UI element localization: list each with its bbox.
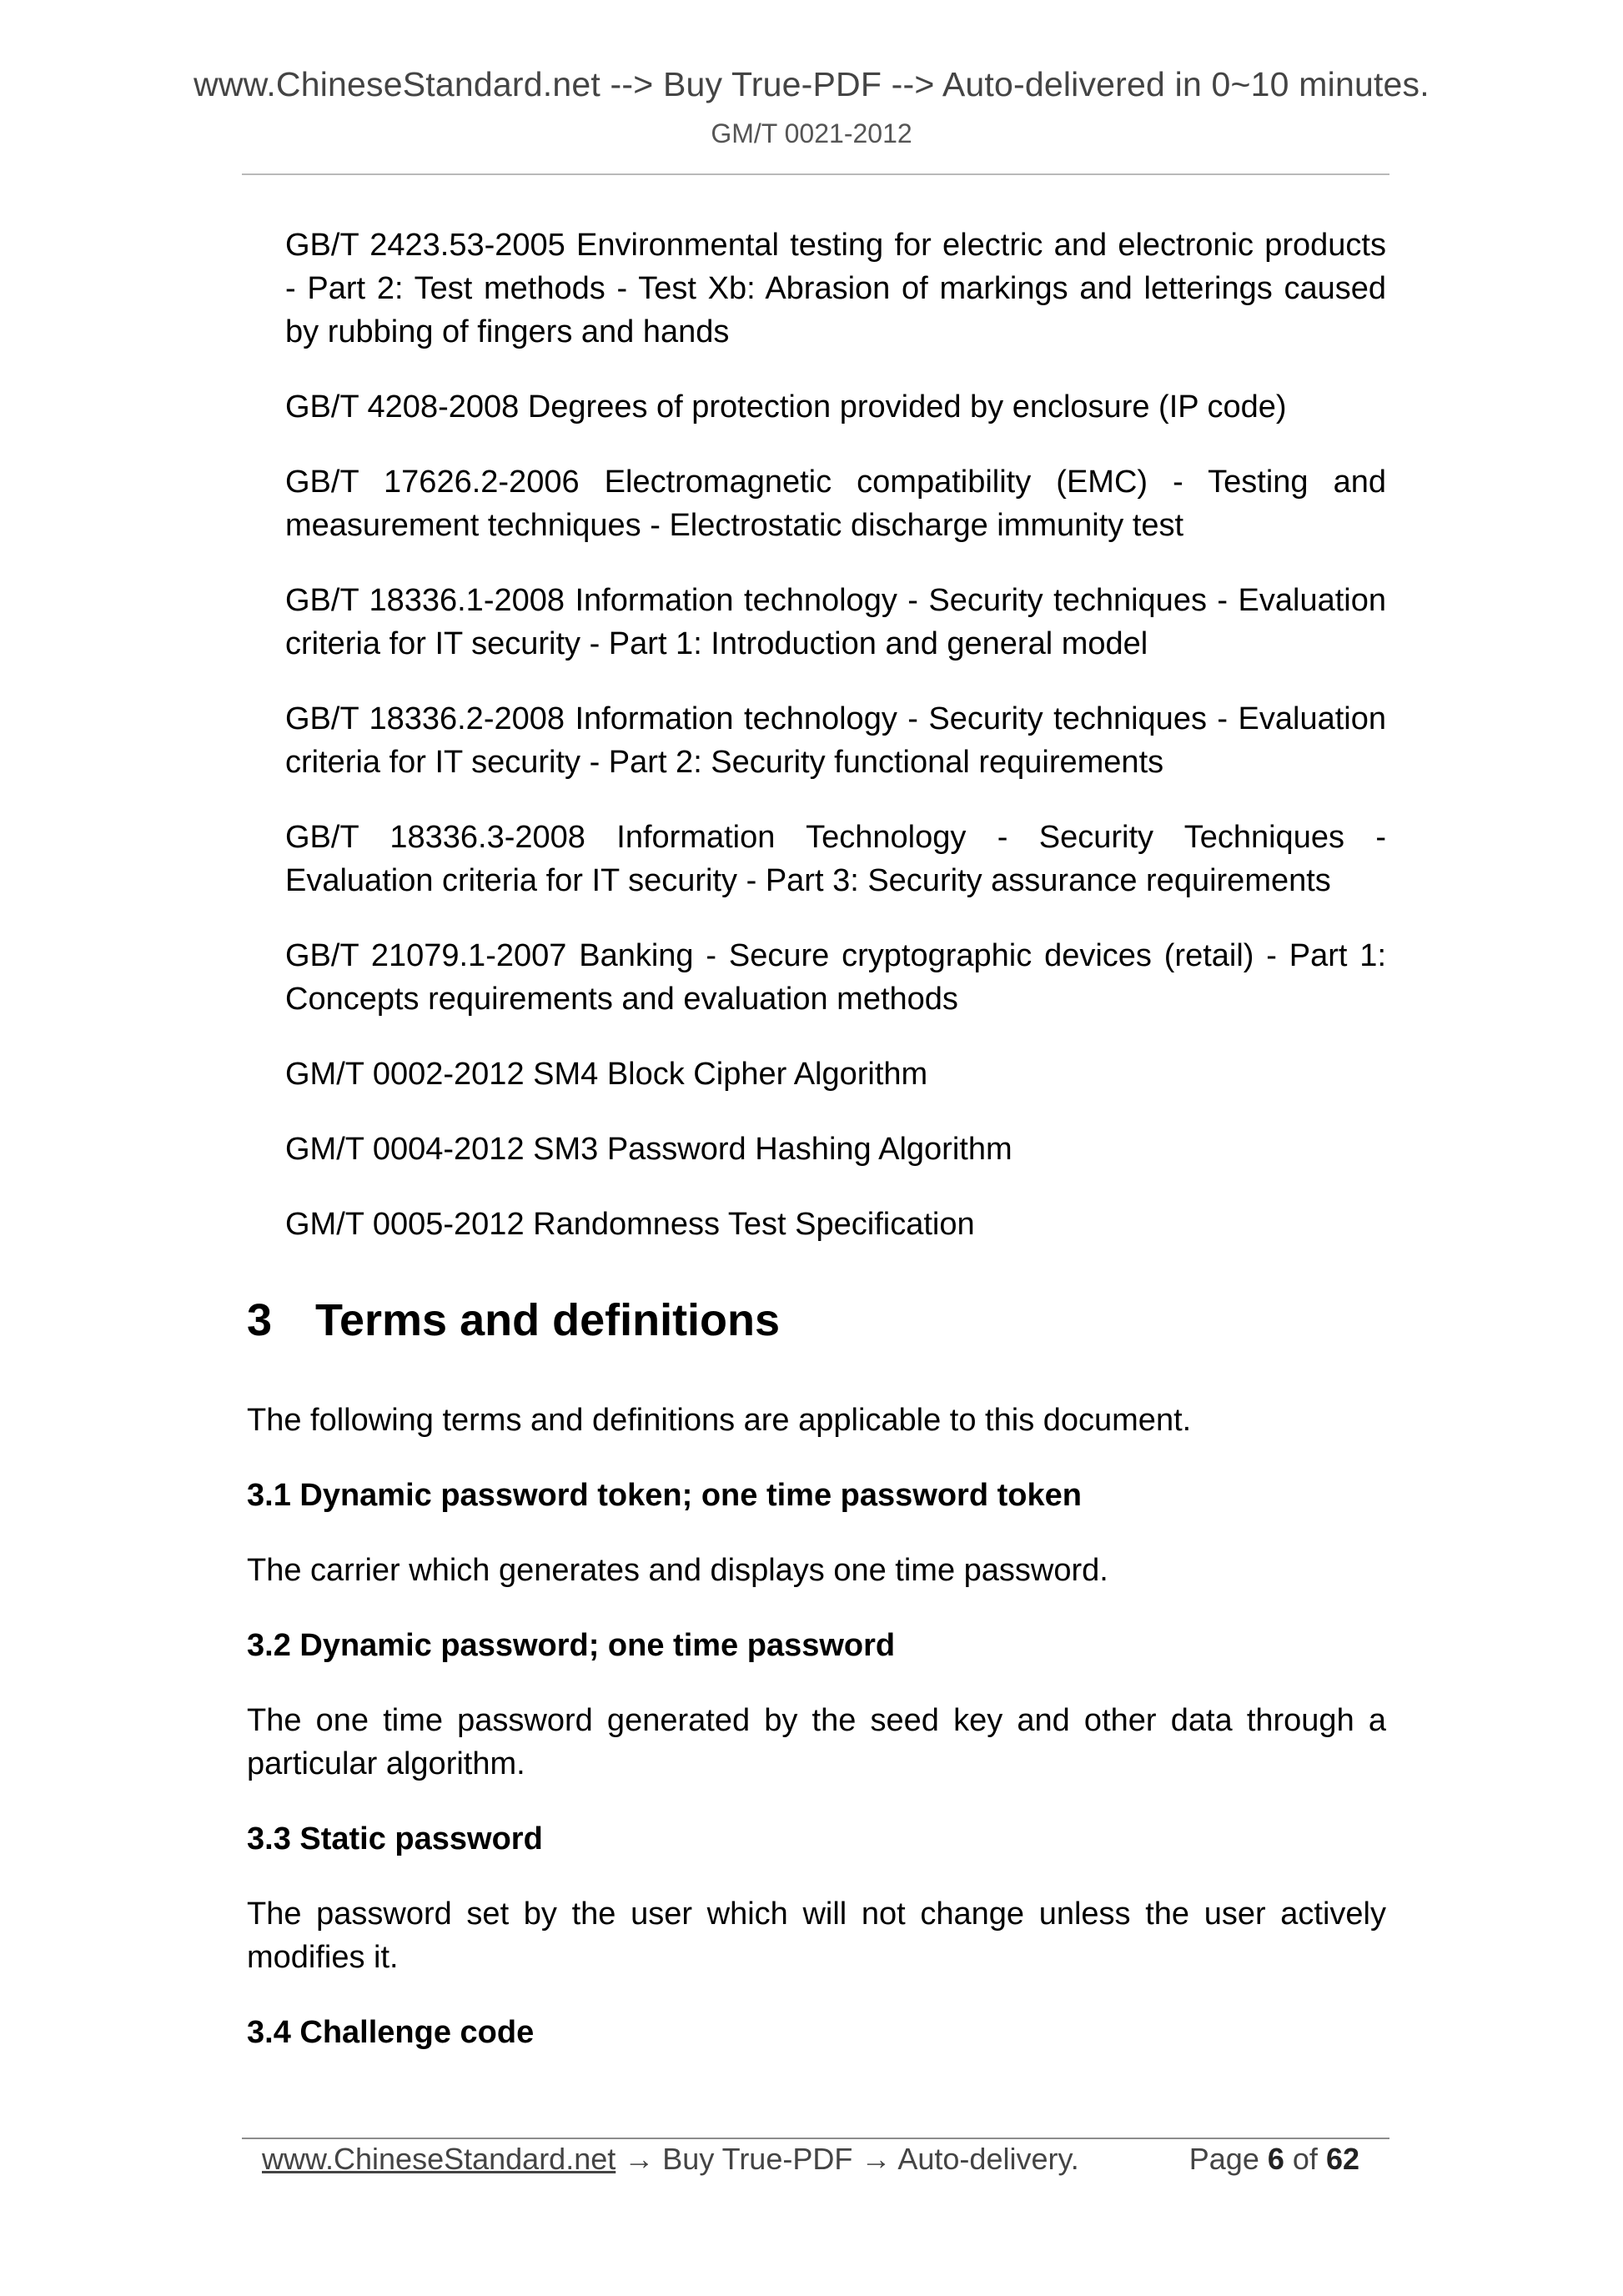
reference-item: GM/T 0002-2012 SM4 Block Cipher Algorithm bbox=[285, 1057, 928, 1092]
term-heading: 3.3 Static password bbox=[247, 1821, 543, 1856]
header-promo-line: www.ChineseStandard.net --> Buy True-PDF --> Auto-delivered in 0~10 minutes. bbox=[193, 65, 1430, 103]
term-definition: The one time password generated by the seed key and other data through a particular algorithm. bbox=[247, 1703, 1386, 1781]
section-number: 3 bbox=[247, 1295, 273, 1345]
reference-item: GB/T 18336.2-2008 Information technology - Security techniques - Evaluation criteria for IT security - Part 2: Security functional requirements bbox=[285, 701, 1386, 780]
footer-buy-text: Buy True-PDF bbox=[662, 2142, 853, 2176]
footer-promo bbox=[262, 2142, 1079, 2177]
page-of: of bbox=[1292, 2142, 1318, 2176]
reference-item: GM/T 0005-2012 Randomness Test Specification bbox=[285, 1207, 975, 1242]
term-heading: 3.2 Dynamic password; one time password bbox=[247, 1628, 896, 1663]
term-definition: The carrier which generates and displays one time password. bbox=[247, 1553, 1108, 1588]
footer-divider bbox=[242, 2138, 1389, 2139]
normative-references-list bbox=[285, 224, 1386, 1278]
reference-item: GB/T 18336.1-2008 Information technology - Security techniques - Evaluation criteria for IT security - Part 1: Introduction and general model bbox=[285, 583, 1386, 661]
reference-item: GB/T 21079.1-2007 Banking - Secure cryptographic devices (retail) - Part 1: Concepts requirements and evaluation methods bbox=[285, 938, 1386, 1017]
term-heading: 3.4 Challenge code bbox=[247, 2015, 535, 2050]
arrow-right-icon: → bbox=[861, 2142, 892, 2176]
reference-item: GB/T 17626.2-2006 Electromagnetic compatibility (EMC) - Testing and measurement techniques - Electrostatic discharge immunity test bbox=[285, 465, 1386, 543]
reference-item: GB/T 2423.53-2005 Environmental testing for electric and electronic products - Part 2: Test methods - Test Xb: Abrasion of markings and letterings caused by rubbing of fingers and hands bbox=[285, 228, 1386, 349]
section-heading bbox=[247, 1294, 780, 1346]
section-intro: The following terms and definitions are applicable to this document. bbox=[247, 1403, 1192, 1438]
term-definition: The password set by the user which will not change unless the user actively modifies it. bbox=[247, 1897, 1386, 1975]
reference-item: GB/T 18336.3-2008 Information Technology - Security Techniques - Evaluation criteria for IT security - Part 3: Security assurance requirements bbox=[285, 820, 1386, 898]
footer-delivery-text: Auto-delivery. bbox=[897, 2142, 1079, 2176]
page-total: 62 bbox=[1325, 2142, 1359, 2176]
page-current: 6 bbox=[1267, 2142, 1284, 2176]
page-label: Page bbox=[1188, 2142, 1259, 2176]
header-divider bbox=[242, 173, 1389, 175]
term-heading: 3.1 Dynamic password token; one time password token bbox=[247, 1478, 1082, 1513]
reference-item: GM/T 0004-2012 SM3 Password Hashing Algorithm bbox=[285, 1132, 1012, 1167]
section-title: Terms and definitions bbox=[315, 1295, 781, 1345]
standard-code: GM/T 0021-2012 bbox=[711, 118, 912, 148]
terms-section-body bbox=[247, 1399, 1386, 2086]
footer-site-link[interactable]: www.ChineseStandard.net bbox=[262, 2142, 616, 2176]
arrow-right-icon: → bbox=[624, 2142, 655, 2176]
reference-item: GB/T 4208-2008 Degrees of protection provided by enclosure (IP code) bbox=[285, 389, 1287, 425]
page-number bbox=[1189, 2142, 1359, 2177]
